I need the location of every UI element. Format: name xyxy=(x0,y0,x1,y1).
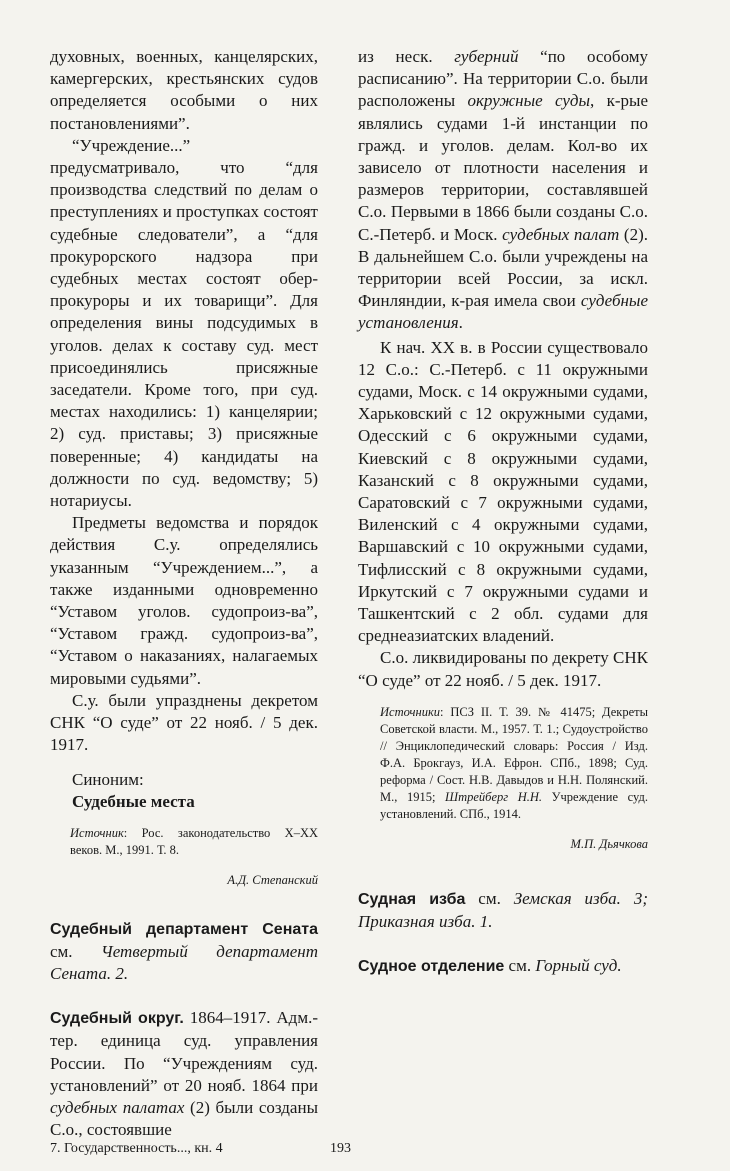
sources-text: : ПСЗ II. Т. 39. № 41475; Декреты Советской власти. М., 1957. Т. 1.; Судоустройство // Энциклопедический словарь: Россия / Изд. Ф.А. Брокгауз, И.А. Ефрон. СПб., 1898; Суд. реформа / Сост. Н.В. Давыдов и Н.Н. Полянский. М., 1915; xyxy=(380,704,648,804)
text-run: “по особому расписанию”. На территории С.о. были расположены xyxy=(358,47,648,111)
entry-term: Судное отделение xyxy=(358,958,505,976)
entry-reference: Земская изба. 3; Приказная изба. 1. xyxy=(358,888,648,932)
entry-reference: Горный суд. xyxy=(535,956,622,976)
text-run: . xyxy=(458,313,463,333)
text-run: (2). В дальнейшем С.о. были учреждены на территории всей России, за искл. Финляндии, к-рая имела свои xyxy=(358,224,648,311)
italic-run: губерний xyxy=(454,47,519,66)
synonym-value: Судебные места xyxy=(72,791,195,811)
sources-label: Источники xyxy=(380,704,441,719)
right-column xyxy=(358,46,648,979)
entry-text: (2) были созданы С.о., состоявшие xyxy=(50,1097,318,1140)
text-run: , к-рые являлись судами 1-й инстанции по гражд. и уголов. делам. Кол-во их зависело от плотности населения и размеров территории, составлявшей С.о. Первыми в 1866 были созданы С.о. С.-Петерб. и Моск. xyxy=(358,91,648,244)
source-text: : Рос. законодательство X–XX веков. М., 1991. Т. 8. xyxy=(70,825,318,857)
entry-text: 1864–1917. Адм.-тер. единица суд. управления России. По “Учреждениям суд. установлений” от 20 нояб. 1864 при xyxy=(50,1008,318,1095)
left-column xyxy=(50,46,318,1141)
synonym-label: Синоним: xyxy=(72,769,144,789)
right-paragraph-2: К нач. XX в. в России существовало 12 С.о.: С.-Петерб. с 11 окружными судами, Моск. с 14 окружными судами, Харьковский с 12 окружными судами, Одесский с 6 окружными судами, Киевский с 8 окружными судами, Казанский с 8 окружными судами, Саратовский с 7 окружными судами, Виленский с 4 окружными судами, Варшавский с 10 окружными судами, Тифлисский с 8 окружными судами, Иркутский с 7 окружными судами и Ташкентский с 2 обл. судами для среднеазиатских владений. xyxy=(358,337,648,646)
entry-see: см. xyxy=(50,941,102,961)
left-paragraph-2: “Учреждение...” предусматривало, что “для производства следствий по делам о преступлениях и проступках состоят судебные следователи”, а “для прокурорского надзора при судебных местах состоят обер-прокуроры и их товарищи”. Для определения вины подсудимых в уголов. делах к составу суд. мест присоединялись присяжные заседатели. Кроме того, при суд. местах находились: 1) канцелярии; 2) суд. приставы; 3) присяжные поверенные; 4) кандидаты на должности по суд. ведомству; 5) нотариусы. xyxy=(50,135,318,511)
entry-sudnoe-otdelenie xyxy=(358,955,648,978)
sources-text: Учреждение суд. установлений. СПб., 1914. xyxy=(380,789,648,821)
entry-term: Судебный департамент Сената xyxy=(50,920,318,938)
entry-term: Судебный округ. xyxy=(50,1010,184,1028)
synonym-block xyxy=(50,769,318,813)
left-paragraph-4: С.у. были упразднены декретом СНК “О суде” от 22 нояб. / 5 дек. 1917. xyxy=(50,690,318,755)
author-left: А.Д. Степанский xyxy=(227,872,318,887)
footer-book-title: 7. Государственность..., кн. 4 xyxy=(50,1141,223,1156)
entry-term: Судная изба xyxy=(358,890,466,908)
entry-see: см. xyxy=(465,888,514,908)
entry-italic: судебных палатах xyxy=(50,1097,185,1117)
page-number: 193 xyxy=(330,1141,351,1156)
text-run: из неск. xyxy=(358,47,455,66)
source-note-left xyxy=(50,825,318,859)
right-paragraph-1 xyxy=(358,46,648,335)
italic-run: судебные установления xyxy=(358,291,648,333)
right-paragraph-3: С.о. ликвидированы по декрету СНК “О суде” от 22 нояб. / 5 дек. 1917. xyxy=(358,648,648,690)
entry-sudnaya-izba xyxy=(358,888,648,933)
left-paragraph-1: духовных, военных, канцелярских, камергерских, крестьянских судов определяется особыми о них постановлениями”. xyxy=(50,47,318,133)
sources-italic: Штрейберг Н.Н. xyxy=(445,789,543,804)
source-label: Источник xyxy=(70,825,124,840)
entry-judicial-district xyxy=(50,1007,318,1141)
author-right: М.П. Дьячкова xyxy=(570,836,648,851)
left-paragraph-3: Предметы ведомства и порядок действия С.у. определялись указанным “Учреждением...”, а также изданными одновременно “Уставом уголов. судопроиз-ва”, “Уставом гражд. судопроиз-ва”, “Уставом о наказаниях, налагаемых мировыми судьями”. xyxy=(50,513,318,688)
italic-run: окружные суды xyxy=(467,91,591,111)
entry-judicial-department xyxy=(50,918,318,986)
italic-run: судебных палат xyxy=(502,224,620,244)
entry-see: см. xyxy=(504,956,536,976)
entry-reference: Четвертый департамент Сената. 2. xyxy=(50,941,318,983)
sources-note-right xyxy=(358,704,648,823)
